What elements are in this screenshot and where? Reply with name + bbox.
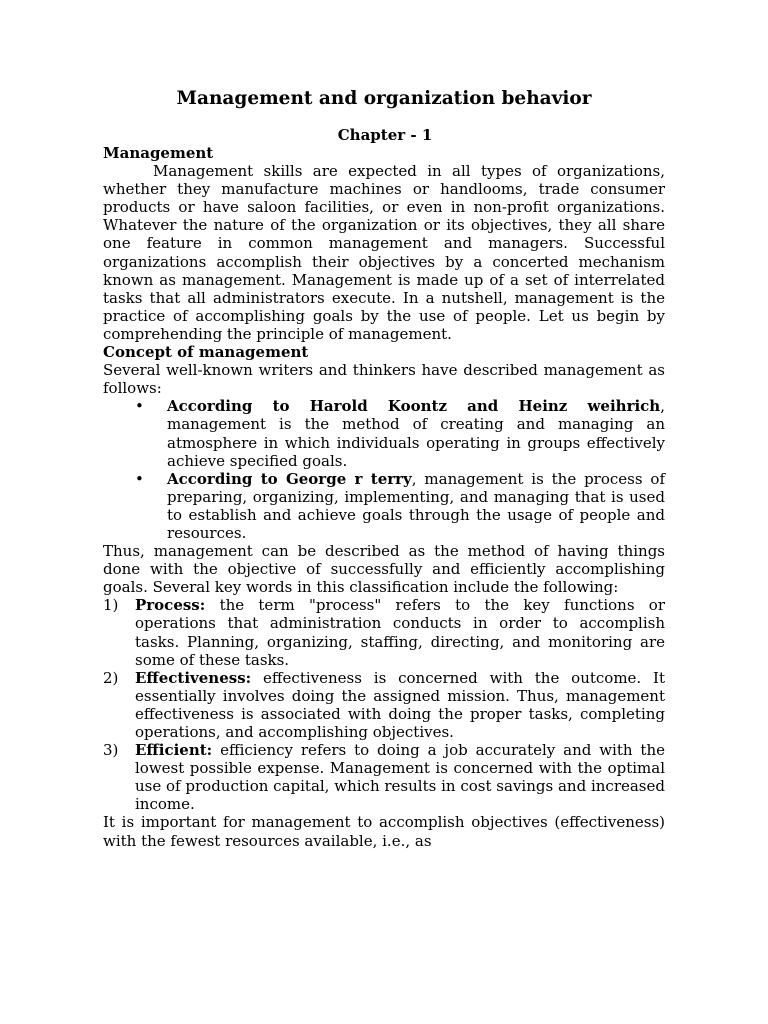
key-terms-list (103, 596, 665, 813)
item-number: 2) (103, 668, 119, 687)
bullet-text: , management is the method of creating and managing an atmosphere in which individuals operating in groups effectively achieve specified goals. (167, 397, 665, 470)
definition-bullet-list (103, 397, 665, 542)
concept-intro-paragraph: Several well-known writers and thinkers have described management as follows: (103, 361, 665, 398)
management-paragraph: Management skills are expected in all types of organizations, whether they manufacture machines or handlooms, trade consumer products or have saloon facilities, or even in non-profit organizations. Whatever the nature of the organization or its objectives, they all share one feature in common management and managers. Successful organizations accomplish their objectives by a concerted mechanism known as management. Management is made up of a set of interrelated tasks that all administrators execute. In a nutshell, management is the practice of accomplishing goals by the use of people. Let us begin by comprehending the principle of management. (103, 162, 665, 343)
bullet-lead: According to Harold Koontz and Heinz weihrich (167, 397, 661, 416)
item-number: 1) (103, 596, 119, 615)
term-text: the term "process" refers to the key functions or operations that administration conducts in order to accomplish tasks. Planning, organizing, staffing, directing, and monitoring are some of these tasks. (135, 596, 665, 669)
bullet-lead: According to George r terry (167, 469, 412, 488)
bullet-icon: • (135, 469, 144, 488)
term-label: Efficient: (135, 741, 213, 760)
summary-paragraph: Thus, management can be described as the method of having things done with the objective of successfully and efficiently accomplishing goals. Several key words in this classification include the following: (103, 542, 665, 597)
bullet-text: , management is the process of preparing, organizing, implementing, and managing that is used to establish and achieve goals through the usage of people and resources. (167, 469, 665, 542)
closing-paragraph: It is important for management to accomplish objectives (effectiveness) with the fewest resources available, i.e., as (103, 813, 665, 850)
document-title: Management and organization behavior (176, 88, 592, 109)
list-item (103, 741, 665, 814)
item-number: 3) (103, 741, 119, 760)
term-text: efficiency refers to doing a job accurately and with the lowest possible expense. Management is concerned with the optimal use of production capital, which results in cost savings and increased income. (135, 741, 665, 814)
section-heading-concept: Concept of management (103, 343, 309, 362)
list-item (103, 668, 665, 741)
list-item (135, 397, 665, 470)
section-heading-management: Management (103, 144, 214, 162)
bullet-icon: • (135, 397, 144, 416)
term-label: Effectiveness: (135, 668, 252, 687)
document-page (103, 86, 665, 850)
term-text: effectiveness is concerned with the outcome. It essentially involves doing the assigned mission. Thus, management effectiveness is associated with doing the proper tasks, completing operations, and accomplishing objectives. (135, 668, 665, 741)
term-label: Process: (135, 596, 206, 615)
list-item (103, 596, 665, 669)
chapter-label: Chapter - 1 (337, 126, 433, 144)
list-item (135, 469, 665, 542)
